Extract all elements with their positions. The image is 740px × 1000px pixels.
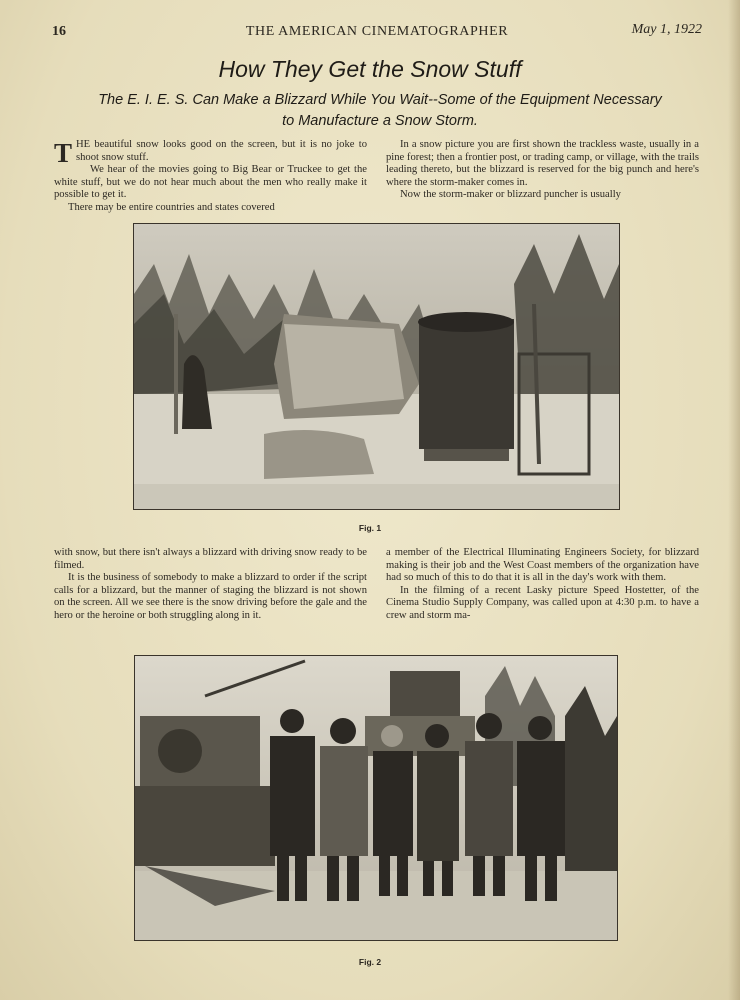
paragraph: It is the business of somebody to make a blizzard to order if the script calls for a blizzard, but the manner of staging the blizzard is not shown on the screen. All we see there is the snow driving before the gale and the hero or the heroine or both struggling along in it. bbox=[54, 572, 367, 621]
paragraph: Now the storm-maker or blizzard puncher is usually bbox=[400, 189, 621, 201]
page-edge-shadow bbox=[728, 0, 740, 1000]
issue-date: May 1, 1922 bbox=[631, 22, 702, 37]
figure-2-caption: Fig. 2 bbox=[358, 957, 382, 967]
running-header bbox=[52, 24, 702, 44]
column-1 bbox=[54, 139, 367, 215]
page-number: 16 bbox=[52, 24, 66, 39]
paragraph: In the filming of a recent Lasky picture Speed Hostetter, of the Cinema Studio Supply Company, was called upon at 4:30 p.m. to have a crew and storm ma- bbox=[386, 584, 699, 621]
article-subtitle bbox=[40, 90, 720, 132]
column-2 bbox=[386, 139, 699, 202]
paragraph: with snow, but there isn't always a blizzard with driving snow ready to be filmed. bbox=[54, 547, 367, 571]
paragraph: In a snow picture you are first shown the trackless waste, usually in a pine forest; then a frontier post, or trading camp, or village, with the trails leading thereto, but the blizzard is reserved for the big punch and here's where the storm-maker comes in. bbox=[386, 139, 699, 188]
article-title: How They Get the Snow Stuff bbox=[218, 56, 522, 82]
subtitle-line-2: to Manufacture a Snow Storm. bbox=[282, 113, 478, 129]
column-3 bbox=[54, 547, 367, 623]
paragraph: a member of the Electrical Illuminating Engineers Society, for blizzard making is their job and the West Coast members of the organization have had so much of this to do that it is all in the day's work with them. bbox=[386, 547, 699, 584]
journal-title: THE AMERICAN CINEMATOGRAPHER bbox=[245, 24, 509, 39]
figure-2-photo bbox=[134, 655, 618, 941]
crew-group-photo-image bbox=[135, 656, 617, 940]
column-4 bbox=[386, 547, 699, 623]
paragraph bbox=[54, 138, 367, 168]
drop-cap: T bbox=[54, 138, 73, 168]
figure-1-photo bbox=[133, 223, 620, 510]
paragraph: There may be entire countries and states covered bbox=[68, 201, 275, 213]
snow-machine-photo-image bbox=[134, 224, 619, 509]
figure-1-caption: Fig. 1 bbox=[358, 523, 382, 533]
subtitle-line-1: The E. I. E. S. Can Make a Blizzard While You Wait--Some of the Equipment Necessary bbox=[98, 92, 662, 108]
paragraph-text: HE beautiful snow looks good on the screen, but it is no joke to shoot snow stuff. bbox=[76, 139, 367, 163]
paragraph: We hear of the movies going to Big Bear or Truckee to get the white stuff, but we do not hear much about the men who really make it possible to get it. bbox=[54, 164, 367, 201]
